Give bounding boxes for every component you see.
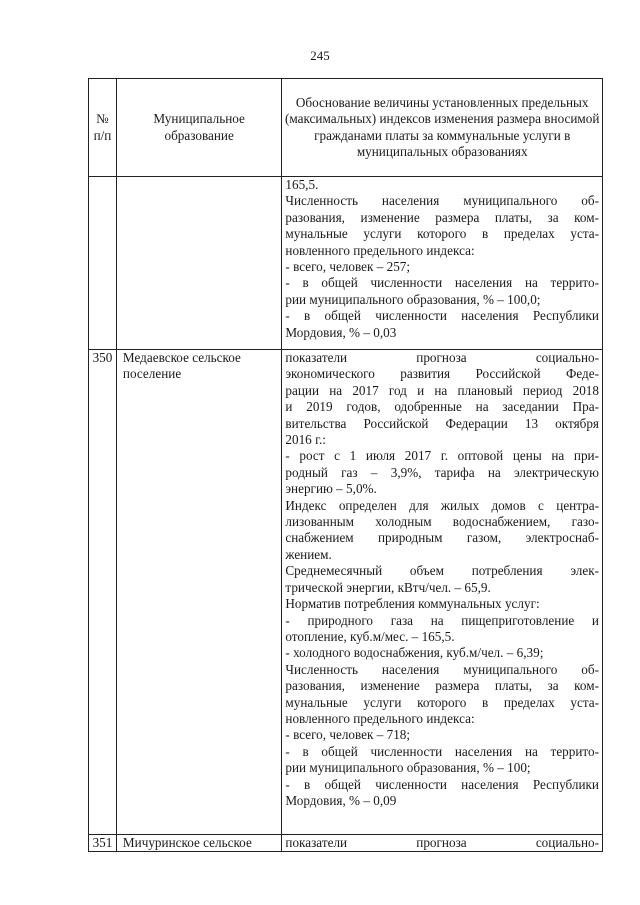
text-line: - всего, человек – 718; (285, 727, 411, 743)
row-justification (282, 350, 603, 835)
text-line: - в общей численности населения на террито- (285, 743, 599, 759)
text-line: показатели прогноза социально- (285, 835, 599, 850)
text-line: Норматив потребления коммунальных услуг: (285, 596, 540, 612)
table-header-row (89, 79, 603, 177)
text-line: 2016 г.: (285, 432, 326, 448)
row-number: 351 (89, 835, 117, 852)
text-line: 165,5. (285, 177, 319, 192)
text-line: лизованным холодным водоснабжением, газо- (285, 514, 599, 530)
text-line: разования, изменение размера платы, за ком- (285, 209, 599, 225)
text-line: - природного газа на пищеприготовление и (285, 612, 599, 628)
text-line: отопление, куб.м/мес. – 165,5. (285, 628, 455, 644)
text-line: - в общей численности населения Республики (285, 308, 599, 324)
municipal-index-table (88, 78, 603, 852)
text-line: Мордовия, % – 0,03 (285, 324, 397, 340)
text-line: вительства Российской Федерации 13 октября (285, 415, 599, 431)
text-line: рации на 2017 год и на плановый период 2018 (285, 382, 599, 398)
text-line: мунальные услуги которого в пределах уста- (285, 226, 599, 242)
text-line: родный газ – 3,9%, тарифа на электрическую (285, 464, 599, 480)
row-municipality (116, 177, 281, 350)
text-line: новленного предельного индекса: (285, 710, 475, 726)
row-justification (282, 835, 603, 852)
text-line: Индекс определен для жилых домов с центра- (285, 497, 599, 513)
table-row (89, 177, 603, 350)
text-line: энергию – 5,0%. (285, 481, 377, 497)
row-number: 350 (89, 350, 117, 835)
text-line: жением. (285, 546, 332, 562)
text-line: трической энергии, кВтч/чел. – 65,9. (285, 579, 491, 595)
row-municipality: Медаевское сельское поселение (116, 350, 281, 835)
header-justification: Обоснование величины установленных предельных (максимальных) индексов изменения размера вносимой гражданами платы за коммунальные услуги в муниципальных образованиях (282, 79, 603, 177)
text-line: снабжением природным газом, электроснаб- (285, 530, 599, 546)
text-line: - рост с 1 июля 2017 г. оптовой цены на при- (285, 448, 599, 464)
text-line: экономического развития Российской Феде- (285, 366, 599, 382)
row-justification (282, 177, 603, 350)
header-municipality: Муниципальное образование (116, 79, 281, 177)
text-line: - в общей численности населения Республики (285, 776, 599, 792)
text-line: рии муниципального образования, % – 100; (285, 760, 531, 776)
text-line: - всего, человек – 257; (285, 259, 411, 275)
text-line: Численность населения муниципального об- (285, 193, 599, 209)
text-line: Численность населения муниципального об- (285, 661, 599, 677)
text-line: показатели прогноза социально- (285, 350, 599, 365)
text-line: - холодного водоснабжения, куб.м/чел. – 6,39; (285, 645, 544, 661)
text-line: разования, изменение размера платы, за ком- (285, 678, 599, 694)
text-line: и 2019 годов, одобренные на заседании Пра- (285, 399, 599, 415)
text-line: Мордовия, % – 0,09 (285, 792, 397, 808)
text-line: мунальные услуги которого в пределах уста- (285, 694, 599, 710)
table-row (89, 350, 603, 835)
table-row (89, 835, 603, 852)
text-line: новленного предельного индекса: (285, 242, 475, 258)
text-line: Среднемесячный объем потребления элек- (285, 563, 599, 579)
text-line: - в общей численности населения на террито- (285, 275, 599, 291)
header-number: № п/п (89, 79, 117, 177)
row-municipality: Мичуринское сельское (116, 835, 281, 852)
text-line: рии муниципального образования, % – 100,0; (285, 291, 541, 307)
page-number: 245 (310, 48, 330, 63)
row-number (89, 177, 117, 350)
